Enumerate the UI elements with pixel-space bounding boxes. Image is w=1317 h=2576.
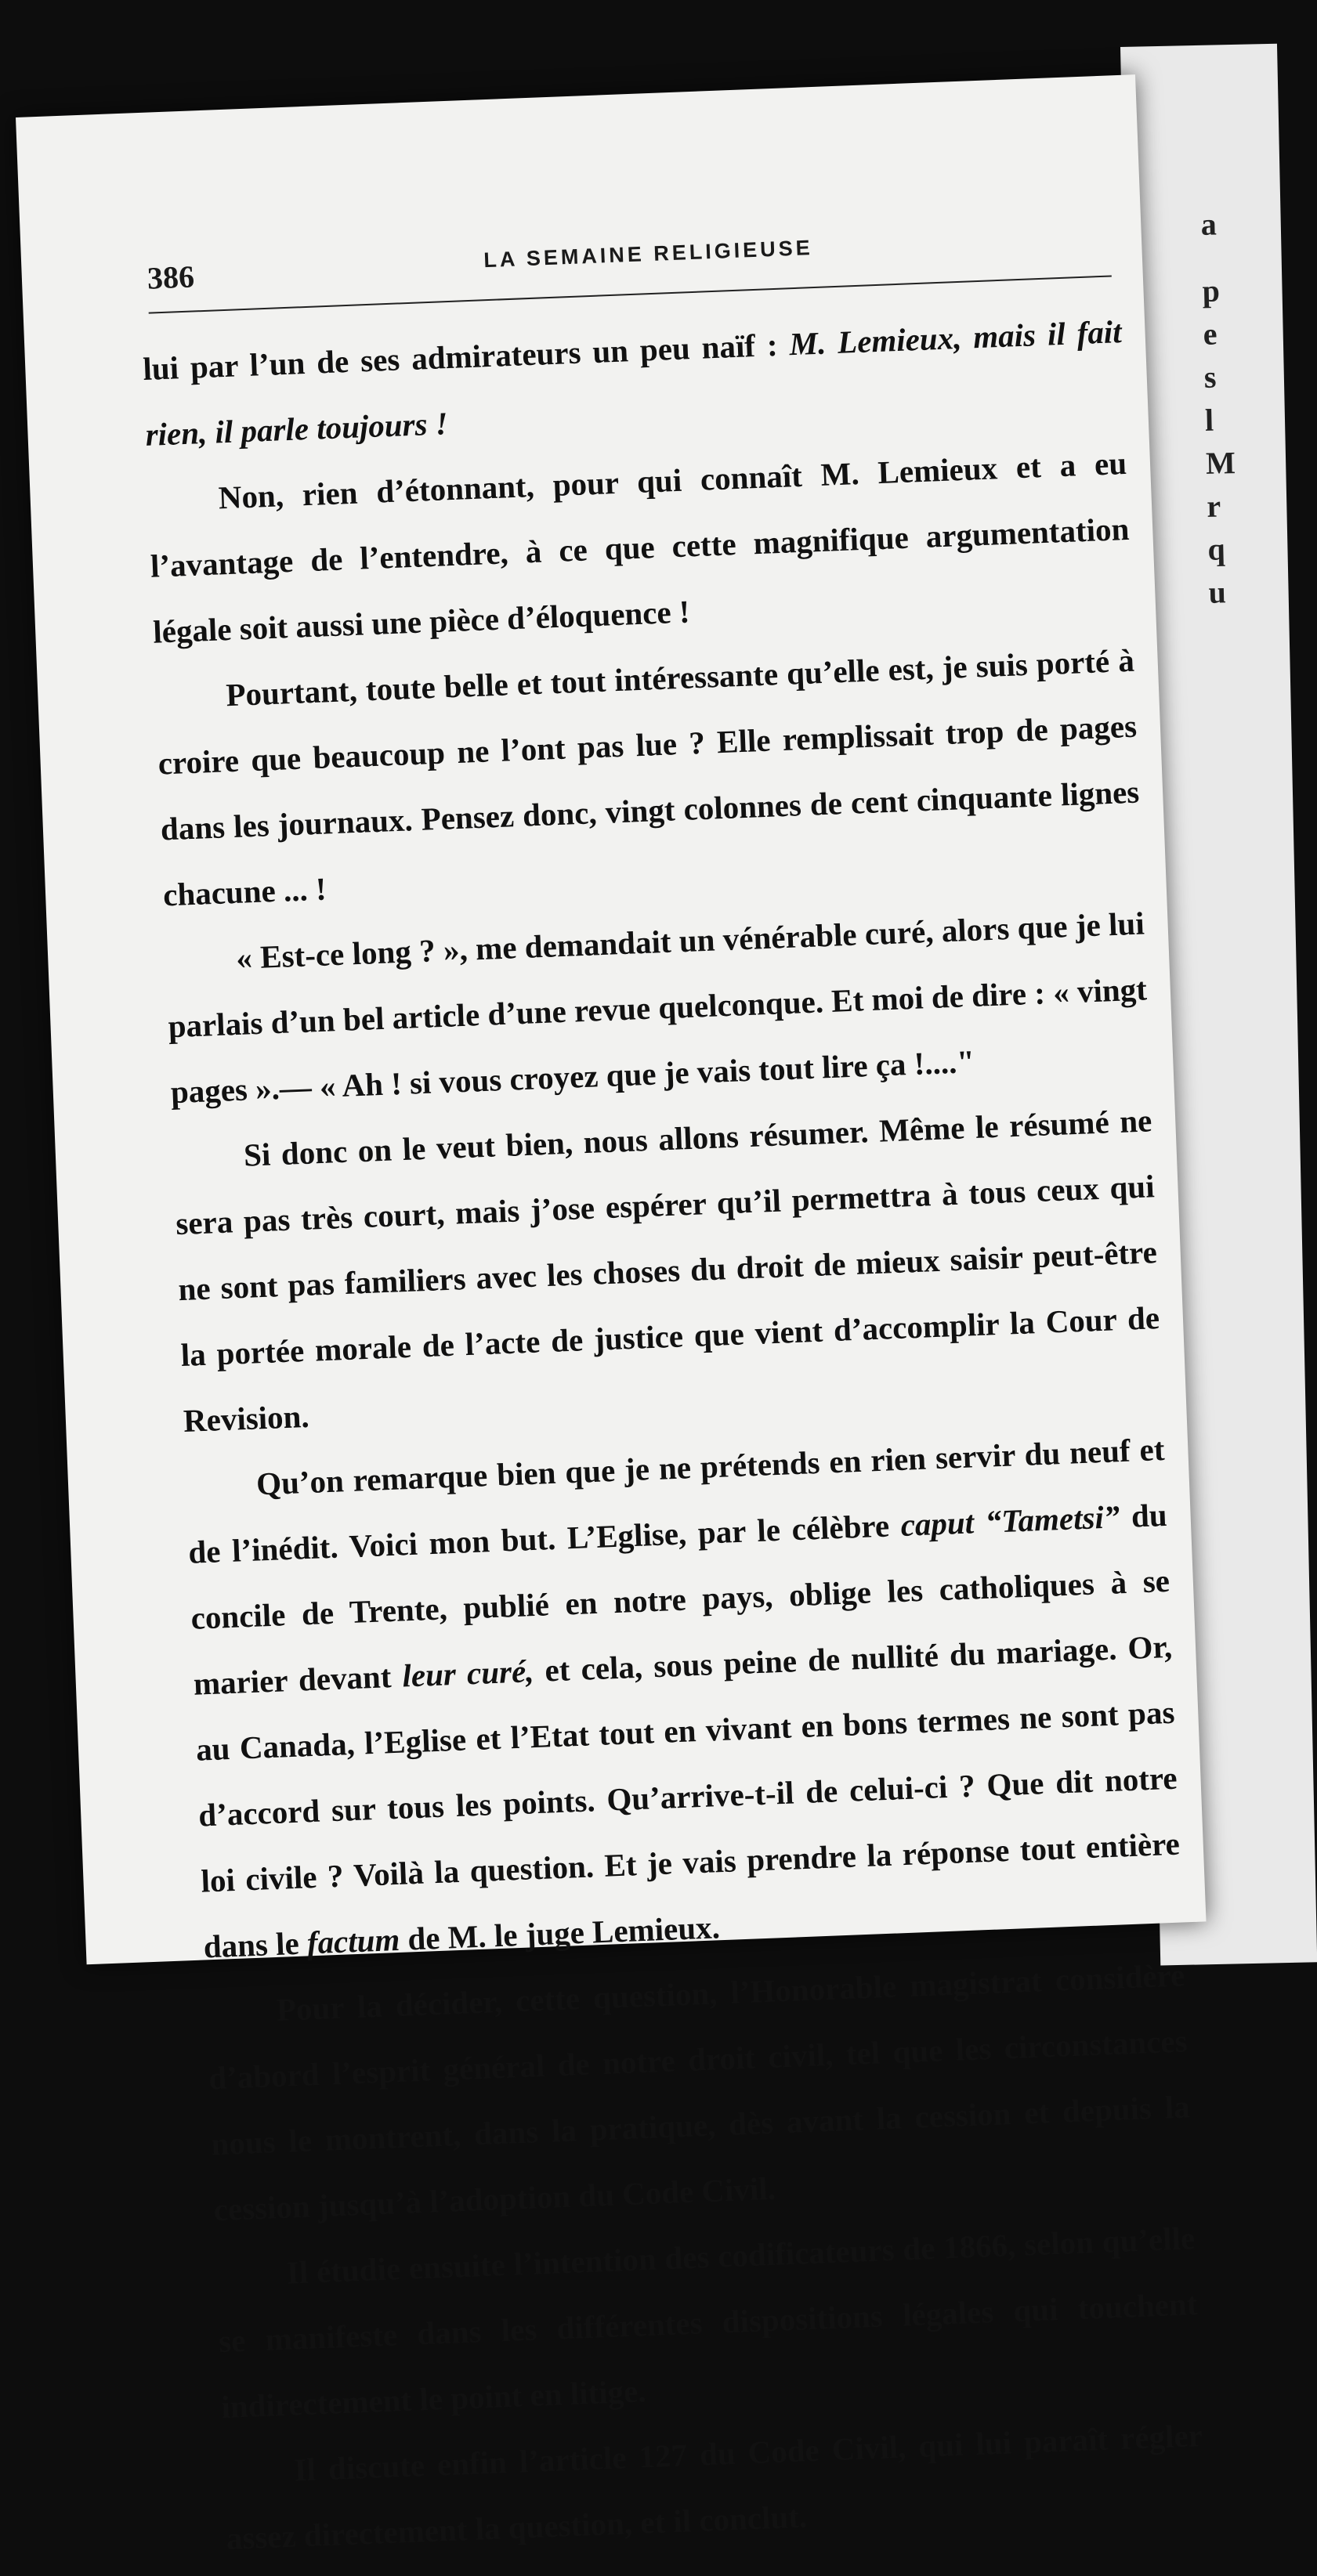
book-page <box>16 74 1207 2556</box>
paragraph-text: et cela, sous peine de nullité du mariage. Or, au Canada, l’Eglise et l’Etat tout en vivant en bons termes ne sont pas d’accord sur tous les points. Qu’arrive-t-il de celui-ci ? Que dit notre loi civile ? Voilà la question. Et je vais prendre la réponse tout entière dans le <box>195 1628 1181 1965</box>
paragraph-text: Il étudie ensuite l’intention des codificateurs de 1866, selon qu’elle se manifeste dans les différentes dispositions légales qui touchent indirectement le point en litige. <box>218 2220 1199 2426</box>
italic-term: leur curé, <box>401 1653 535 1694</box>
paragraph <box>215 2205 1201 2440</box>
paragraph-text: Qu’on remarque bien que je ne prétends en rien servir du neuf et de l’inédit. Voici mon but. L’Eglise, par le célèbre <box>187 1430 1166 1570</box>
running-title: LA SEMAINE RELIGIEUSE <box>483 236 814 273</box>
body-text <box>142 298 1207 2571</box>
next-page-fragment: M <box>1205 445 1236 481</box>
paragraph-text: du concile de Trente, publié en notre pays, oblige les catholiques à se marier devant <box>190 1496 1170 1702</box>
next-page-fragment: l <box>1204 402 1214 438</box>
next-page-fragment: u <box>1208 574 1227 610</box>
page-header <box>147 217 1111 301</box>
paragraph-text: Pour la décider, cette question, l’Honorable magistrat considère d’abord l’esprit général de notre droit civil, tel que les circonstances nous le montrent, dans la pratique, dès avant la cession et depuis la cession jusqu’à l’adoption du Code Civil. <box>208 1956 1191 2228</box>
paragraph-text: Non, rien d’étonnant, pour qui connaît M. Lemieux et a eu l’avantage de l’entendre, à ce que cette magnifique argumentation légale soit aussi une pièce d’éloquence ! <box>150 444 1131 650</box>
paragraph-text: « Est-ce long ? », me demandait un vénérable curé, alors que je lui parlais d’un bel article d’une revue quelconque. Et moi de dire : « vingt pages ».— « Ah ! si vous croyez que je vais tout lire ça !...." <box>167 905 1148 1111</box>
next-page-fragment: p <box>1202 273 1221 309</box>
italic-term: factum <box>306 1920 401 1961</box>
paragraph-text: de M. le juge Lemieux. <box>399 1909 721 1957</box>
paragraph-text: Si donc on le veut bien, nous allons résumer. Même le résumé ne sera pas très court, mais j’ose espérer qu’il permettra à tous ceux qui ne sont pas familiers avec les choses du droit de mieux saisir peut-être la portée morale de l’acte de justice que vient d’accomplir la Cour de Revision. <box>175 1102 1160 1439</box>
paragraph <box>154 627 1143 928</box>
paragraph <box>204 1942 1193 2242</box>
next-page-fragment: q <box>1207 531 1226 567</box>
paragraph <box>185 1416 1184 1979</box>
next-page-fragment: a <box>1200 206 1218 242</box>
paragraph <box>165 890 1151 1125</box>
paragraph <box>172 1087 1163 1454</box>
italic-quote: M. Lemieux, mais il fait rien, il parle toujours ! <box>144 313 1123 453</box>
paragraph-text: Pourtant, toute belle et tout intéressante qu’elle est, je suis porté à croire que beaucoup ne l’ont pas lue ? Elle remplissait trop de pages dans les journaux. Pensez donc, vingt colonnes de cent cinquante lignes chacune ... ! <box>157 641 1140 913</box>
next-page-fragment: s <box>1203 359 1217 395</box>
page-number: 386 <box>147 258 195 296</box>
paragraph-text: Il discute enfin l’article 127 du Code Civil, qui lui paraît régler assez directement la question, et il conclut. <box>225 2417 1203 2556</box>
next-page-fragment: r <box>1206 488 1221 524</box>
next-page-fragment: e <box>1203 316 1218 352</box>
paragraph-text: lui par l’un de ses admirateurs un peu naïf : <box>142 326 791 387</box>
paragraph <box>147 430 1133 665</box>
italic-term: caput “Tametsi” <box>899 1498 1121 1543</box>
